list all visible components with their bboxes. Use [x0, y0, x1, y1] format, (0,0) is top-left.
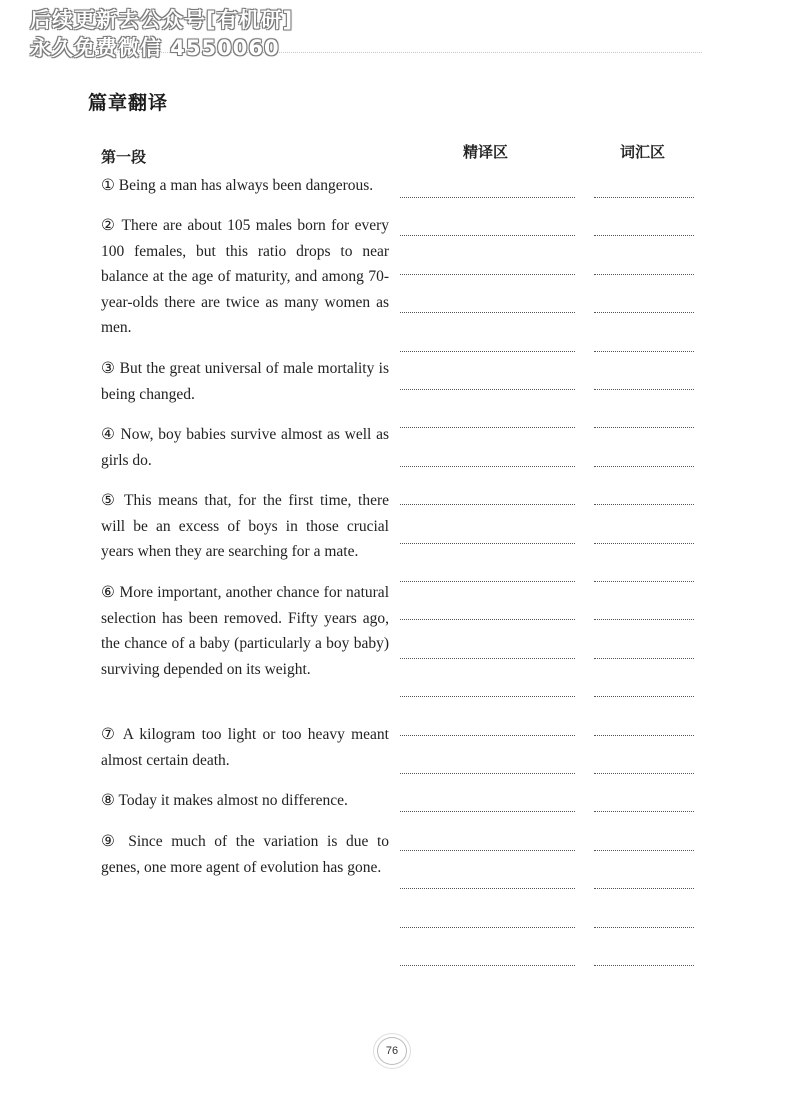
- vocabulary-writing-line: [594, 696, 694, 697]
- sentence-7: ⑦ A kilogram too light or too heavy meant almost certain death.: [101, 726, 389, 769]
- translation-writing-line: [400, 504, 575, 505]
- vocabulary-writing-line: [594, 773, 694, 774]
- translation-writing-line: [400, 735, 575, 736]
- vocabulary-writing-line: [594, 581, 694, 582]
- translation-writing-line: [400, 427, 575, 428]
- vocabulary-writing-line: [594, 427, 694, 428]
- vocabulary-writing-line: [594, 389, 694, 390]
- translation-writing-line: [400, 466, 575, 467]
- section-title: 篇章翻译: [88, 92, 169, 114]
- vocabulary-writing-line: [594, 197, 694, 198]
- watermark-line-1: 后续更新去公众号[有机研]: [30, 8, 294, 32]
- translation-writing-line: [400, 543, 575, 544]
- translation-writing-line: [400, 811, 575, 812]
- translation-writing-line: [400, 389, 575, 390]
- vocabulary-writing-line: [594, 504, 694, 505]
- translation-writing-line: [400, 850, 575, 851]
- translation-writing-line: [400, 312, 575, 313]
- vocabulary-writing-line: [594, 543, 694, 544]
- sentence-9: ⑨ Since much of the variation is due to genes, one more agent of evolution has gone.: [101, 833, 389, 876]
- vocabulary-writing-line: [594, 235, 694, 236]
- vocabulary-writing-line: [594, 965, 694, 966]
- vocabulary-writing-line: [594, 274, 694, 275]
- vocabulary-writing-line: [594, 811, 694, 812]
- vocabulary-writing-line: [594, 735, 694, 736]
- translation-writing-line: [400, 773, 575, 774]
- vocabulary-column-header: 词汇区: [620, 143, 666, 161]
- translation-writing-line: [400, 274, 575, 275]
- vocabulary-writing-line: [594, 619, 694, 620]
- watermark: [30, 6, 293, 62]
- translation-writing-line: [400, 235, 575, 236]
- vocabulary-writing-line: [594, 312, 694, 313]
- vocabulary-writing-line: [594, 927, 694, 928]
- translation-column-header: 精译区: [463, 143, 509, 161]
- sentence-1: ① Being a man has always been dangerous.: [101, 177, 374, 194]
- translation-writing-line: [400, 351, 575, 352]
- sentence-8: ⑧ Today it makes almost no difference.: [101, 792, 348, 809]
- sentence-2: ② There are about 105 males born for every 100 females, but this ratio drops to near balance at the age of maturity, and among 70-year-olds there are twice as many women as men.: [101, 217, 389, 336]
- translation-writing-line: [400, 581, 575, 582]
- translation-writing-line: [400, 658, 575, 659]
- sentence-5: ⑤ This means that, for the first time, there will be an excess of boys in those crucial years when they are searching for a mate.: [101, 492, 389, 560]
- vocabulary-writing-line: [594, 466, 694, 467]
- translation-writing-line: [400, 888, 575, 889]
- translation-writing-line: [400, 619, 575, 620]
- vocabulary-writing-line: [594, 888, 694, 889]
- page-number: 76: [377, 1037, 407, 1065]
- translation-writing-line: [400, 696, 575, 697]
- translation-writing-line: [400, 965, 575, 966]
- vocabulary-writing-line: [594, 351, 694, 352]
- vocabulary-writing-line: [594, 850, 694, 851]
- watermark-line-2: 永久免费微信 4550060: [30, 36, 280, 60]
- vocabulary-writing-line: [594, 658, 694, 659]
- sentence-6: ⑥ More important, another chance for natural selection has been removed. Fifty years ago, the chance of a baby (particularly a boy baby) surviving depended on its weight.: [101, 584, 389, 678]
- translation-writing-line: [400, 197, 575, 198]
- sentence-4: ④ Now, boy babies survive almost as well as girls do.: [101, 426, 389, 469]
- sentence-3: ③ But the great universal of male mortality is being changed.: [101, 360, 389, 403]
- translation-writing-line: [400, 927, 575, 928]
- paragraph-label: 第一段: [101, 148, 147, 166]
